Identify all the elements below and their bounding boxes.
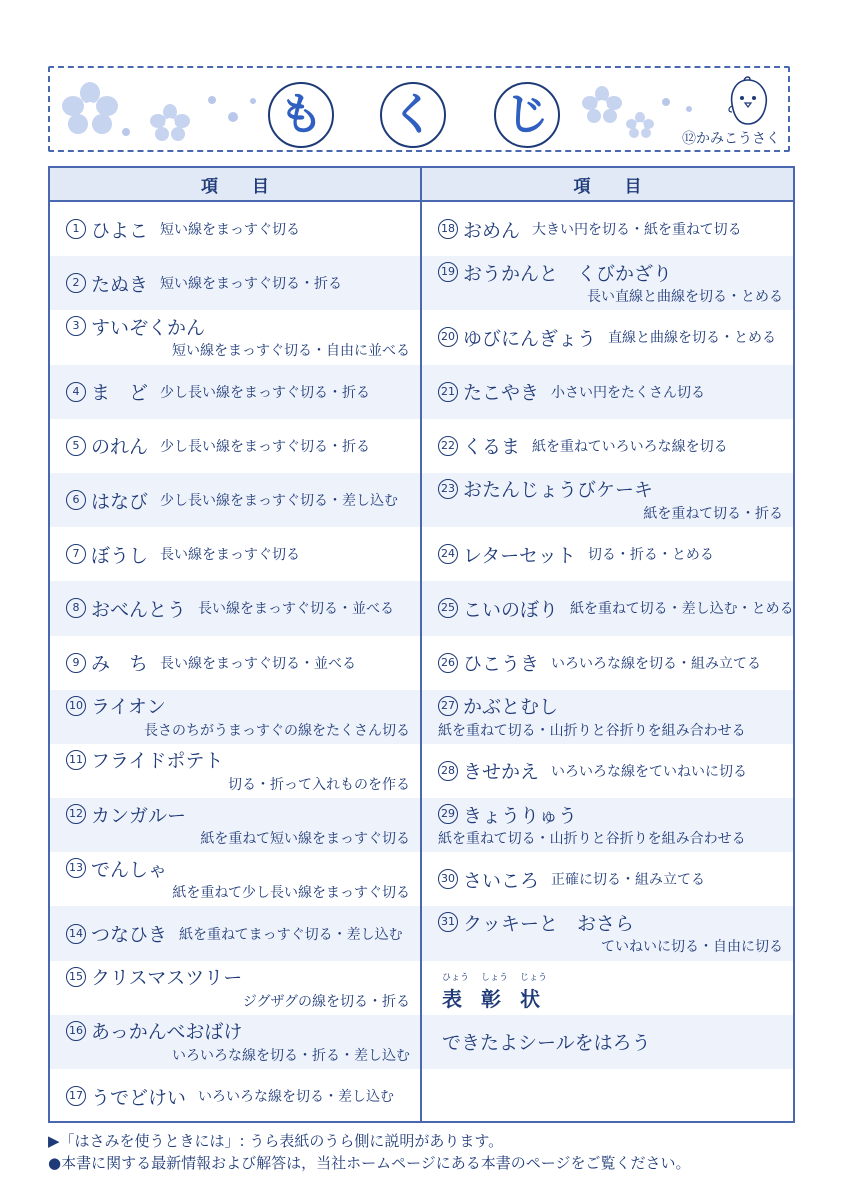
footer-notes [48,1130,808,1174]
item-number: 17 [66,1086,86,1106]
award-kanji: 表 [442,986,462,1011]
item-description: 紙を重ねて短い線をまっすぐ切る [200,831,410,848]
item-name: うでどけい [91,1086,187,1109]
toc-item [438,260,783,308]
item-description: 切る・折って入れものを作る [228,776,410,793]
toc-row [422,1015,793,1069]
flower-icon [582,86,622,126]
item-name: レターセット [463,544,576,567]
toc-row [422,527,793,581]
toc-item [66,856,410,904]
toc-item [438,910,783,958]
item-title-line [66,1019,410,1043]
ruby-reading: しょう [481,972,509,983]
item-number: 19 [438,262,458,282]
item-description: 短い線をまっすぐ切る [160,222,301,239]
item-number: 1 [66,219,86,239]
toc-item [438,365,705,419]
item-name: ライオン [91,696,166,719]
item-description: いろいろな線を切る・差し込む [198,1089,395,1106]
item-name: かぶとむし [463,696,559,719]
item-description: 長い線をまっすぐ切る・並べる [160,655,357,672]
item-number: 5 [66,436,86,456]
item-name: きせかえ [463,761,540,784]
item-number: 9 [66,653,86,673]
toc-row [422,310,793,364]
item-number: 20 [438,327,458,347]
toc-row [50,961,420,1015]
item-description: 長い線をまっすぐ切る・並べる [198,601,395,618]
item-title-line [66,965,410,989]
flower-icon [62,82,118,138]
award-char [520,972,559,1012]
toc-row [50,310,420,364]
item-description: 短い線をまっすぐ切る・折る [160,276,343,293]
item-name: み ち [91,653,149,676]
item-name: こいのぼり [463,598,559,621]
item-title-line [438,910,783,934]
toc-row [422,852,793,906]
dot-icon [122,128,130,136]
item-name: たぬき [91,273,149,296]
dot-icon [208,96,216,104]
note-line: ●本書に関する最新情報および解答は，当社ホームページにある本書のページをご覧ください。 [48,1154,691,1172]
item-description: ていねいに切る・自由に切る [601,939,783,956]
item-number: 28 [438,761,458,781]
item-number: 3 [66,316,86,336]
chick-icon [726,76,770,128]
toc-item [66,802,410,850]
dot-icon [662,98,670,106]
toc-item [66,1069,394,1123]
item-title-line [66,856,410,880]
item-name: ぼうし [91,544,149,567]
flower-icon [626,112,654,140]
item-number: 16 [66,1021,86,1041]
toc-item [438,694,783,742]
toc-column-left [50,168,422,1121]
toc-item [438,202,742,256]
toc-item [66,581,394,635]
item-description: 少し長い線をまっすぐ切る・折る [160,384,371,401]
item-number: 30 [438,869,458,889]
toc-item [66,256,342,310]
item-name: あっかんべおばけ [91,1021,243,1044]
award-char [442,972,481,1012]
ruby-reading: ひょう [442,972,470,983]
toc-row [50,419,420,473]
toc-row [50,1015,420,1069]
title-char: じ [494,82,560,148]
item-description: 紙を重ねていろいろな線を切る [532,438,728,455]
item-description: ジグザグの線を切る・折る [242,993,410,1010]
item-name: ひよこ [91,219,149,242]
item-number: 13 [66,858,86,878]
item-name: つなひき [91,924,168,947]
item-description: いろいろな線を切る・折る・差し込む [172,1047,410,1064]
item-description: 直線と曲線を切る・とめる [608,330,777,347]
toc-row [50,852,420,906]
item-title-line [438,802,783,826]
item-title-line [438,477,783,501]
toc-row [50,1069,420,1123]
item-number: 25 [438,598,458,618]
item-number: 8 [66,598,86,618]
title-char: も [268,82,334,148]
toc-row [422,581,793,635]
ruby-reading: じょう [520,972,548,983]
item-description: 小さい円をたくさん切る [551,384,706,401]
toc-row [422,744,793,798]
item-title-line [438,260,783,284]
toc-row [422,798,793,852]
item-title-line [438,694,783,718]
toc-row [422,906,793,960]
toc-table [48,166,795,1123]
dot-icon [228,112,238,122]
toc-row [50,365,420,419]
item-title-line [66,748,410,772]
toc-row [50,473,420,527]
toc-row [50,906,420,960]
toc-row [50,256,420,310]
item-number: 15 [66,967,86,987]
item-number: 24 [438,544,458,564]
item-name: クリスマスツリー [91,967,243,990]
item-name: おめん [463,219,521,242]
item-number: 10 [66,696,86,716]
toc-item [66,636,356,690]
header-banner [48,66,790,152]
item-name: はなび [91,490,149,513]
toc-item [66,965,410,1013]
toc-row [50,744,420,798]
item-name: さいころ [463,869,540,892]
note-line: ▶「はさみを使うときには」: うら表紙のうら側に説明があります。 [48,1132,504,1150]
item-description: 短い線をまっすぐ切る・自由に並べる [172,343,410,360]
item-name: おべんとう [91,598,187,621]
item-number: 29 [438,804,458,824]
toc-row [422,419,793,473]
item-number: 14 [66,924,86,944]
item-number: 4 [66,382,86,402]
toc-item [66,527,300,581]
item-description: いろいろな線をていねいに切る [551,763,748,780]
item-number: 2 [66,273,86,293]
dot-icon [686,106,692,112]
toc-item [66,694,410,742]
item-description: 紙を重ねて切る・山折りと谷折りを組み合わせる [438,831,746,848]
item-number: 12 [66,804,86,824]
toc-item [438,744,747,798]
item-name: ま ど [91,382,149,405]
column-header: 項目 [422,168,793,202]
toc-item [438,802,783,850]
item-number: 6 [66,490,86,510]
toc-row [50,690,420,744]
toc-item [438,310,776,364]
title-char: く [380,82,446,148]
item-description: 紙を重ねて少し長い線をまっすぐ切る [172,885,410,902]
item-description: 紙を重ねて切る・山折りと谷折りを組み合わせる [438,722,746,739]
toc-item [66,202,300,256]
toc-item [438,581,794,635]
item-name: でんしゃ [91,858,168,881]
item-description: 紙を重ねてまっすぐ切る・差し込む [179,926,403,943]
award-char [481,972,520,1012]
award-title [442,961,559,1015]
toc-row [422,473,793,527]
item-description: 正確に切る・組み立てる [551,872,706,889]
award-kanji: 彰 [481,986,501,1011]
item-description: 少し長い線をまっすぐ切る・折る [160,438,371,455]
item-name: ひこうき [463,653,540,676]
item-name: ゆびにんぎょう [463,327,597,350]
item-title-line [66,694,410,718]
item-number: 26 [438,653,458,673]
item-name: たこやき [463,382,540,405]
item-number: 18 [438,219,458,239]
toc-item [66,1019,410,1067]
toc-row [422,961,793,1015]
toc-item [66,906,403,960]
item-number: 22 [438,436,458,456]
toc-item [66,314,410,362]
item-name: すいぞくかん [91,316,206,339]
dot-icon [250,98,256,104]
sticker-text: できたよシールをはろう [442,1032,651,1055]
toc-row [422,202,793,256]
toc-item [438,636,761,690]
toc-row [422,690,793,744]
award-kanji: 状 [520,986,540,1011]
item-description: 紙を重ねて切る・折る [643,505,783,522]
toc-item [438,527,714,581]
item-name: くるま [463,436,521,459]
toc-column-right [422,168,793,1121]
toc-row [50,798,420,852]
toc-item [66,473,398,527]
toc-item [438,852,705,906]
toc-item [66,365,370,419]
item-title-line [66,802,410,826]
item-name: カンガルー [91,804,187,827]
item-number: 31 [438,912,458,932]
toc-row [50,527,420,581]
item-number: 11 [66,750,86,770]
flower-icon [150,104,190,144]
item-description: 切る・折る・とめる [587,547,714,564]
item-name: おうかんと くびかざり [463,262,673,285]
item-number: 27 [438,696,458,716]
item-name: のれん [91,436,149,459]
toc-row [50,636,420,690]
toc-item [438,419,728,473]
item-description: 大きい円を切る・紙を重ねて切る [532,222,742,239]
item-description: 長い線をまっすぐ切る [160,547,301,564]
subtitle: ⑫かみこうさく [682,131,780,147]
toc-item [66,419,370,473]
item-description: いろいろな線を切る・組み立てる [551,655,762,672]
item-number: 21 [438,382,458,402]
toc-row [422,365,793,419]
item-description: 長い直線と曲線を切る・とめる [587,289,783,306]
item-name: おたんじょうびケーキ [463,479,654,502]
item-description: 長さのちがうまっすぐの線をたくさん切る [144,722,410,739]
item-title-line [66,314,410,338]
column-header: 項目 [50,168,420,202]
toc-row [422,636,793,690]
item-number: 7 [66,544,86,564]
item-description: 少し長い線をまっすぐ切る・差し込む [160,493,399,510]
item-number: 23 [438,479,458,499]
toc-row [50,202,420,256]
toc-item [66,748,410,796]
toc-row [422,256,793,310]
item-name: きょうりゅう [463,804,578,827]
toc-item [438,477,783,525]
item-description: 紙を重ねて切る・差し込む・とめる [570,601,794,618]
item-name: クッキーと おさら [463,912,635,935]
award-chars [442,972,559,1012]
toc-row [50,581,420,635]
item-name: フライドポテト [91,750,224,773]
